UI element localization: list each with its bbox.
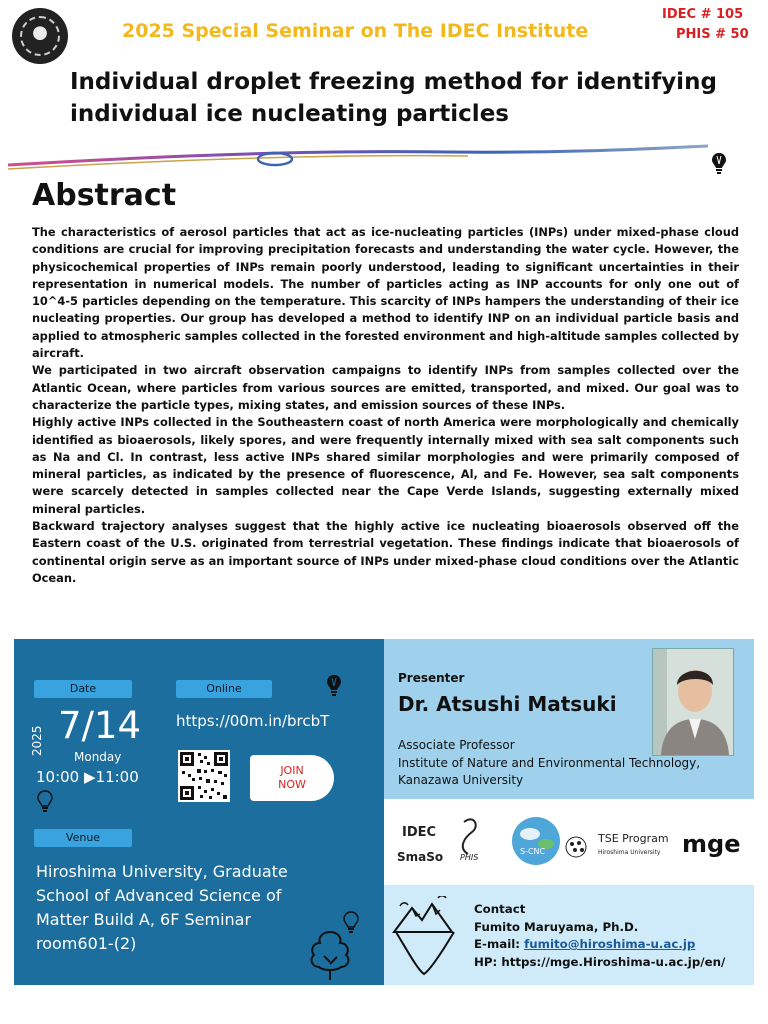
qr-code[interactable]: [178, 750, 230, 802]
presenter-heading: Presenter: [398, 671, 465, 685]
mge-logo: mge: [682, 830, 741, 858]
presenter-name: Dr. Atsushi Matsuki: [398, 692, 617, 716]
partner-logos: [394, 810, 754, 870]
tree-icon: [302, 926, 358, 982]
abstract-paragraph: Backward trajectory analyses suggest that the highly active ice nucleating bioaerosols observed off the Eastern coast of the U.S. originated from terrestrial vegetation. These findings indicate that bioaerosols of continental origin serve as an important source of INPs under mixed-phase cloud conditions over the Atlantic Ocean.: [32, 519, 739, 585]
tse-program-text: TSE Program: [598, 832, 669, 845]
lightbulb-icon: [325, 674, 343, 696]
idec-logo: IDEC: [402, 825, 437, 840]
series-title: 2025 Special Seminar on The IDEC Institute: [122, 20, 589, 42]
lightbulb-icon: [36, 790, 54, 812]
event-weekday: Monday: [74, 750, 122, 764]
phis-logo: [460, 819, 478, 862]
abstract-body: [32, 224, 739, 587]
contact-heading: Contact: [474, 902, 526, 916]
abstract-paragraph: Highly active INPs collected in the Southeastern coast of north America were morphologically and chemically identified as bioaerosols, likely spores, and were frequently internally mixed with sea salt components such as Na and Cl. In contrast, less active INPs shared similar morphologies and were primarily composed of mineral particles, as indicated by the presence of fluorescence, Al, and Fe. However, sea salt components were scarcely detected in samples collected near the Cape Verde Islands, suggesting externally mixed mineral particles.: [32, 415, 739, 516]
join-label-line2: NOW: [278, 778, 306, 791]
smaso-logo: SmaSo: [397, 850, 444, 864]
idec-number: IDEC # 105: [662, 7, 744, 22]
scnc-logo: [512, 817, 560, 865]
tse-program-subtext: Hiroshima University: [598, 849, 661, 856]
affiliation-line: Institute of Nature and Environmental Technology,: [398, 755, 701, 770]
decorative-divider: [8, 140, 708, 180]
event-date: 7/14: [58, 704, 142, 747]
affiliation-line: Associate Professor: [398, 738, 515, 752]
phis-logo-text: PHIS: [460, 853, 479, 862]
join-now-button[interactable]: [250, 755, 334, 801]
online-url-link[interactable]: https://00m.in/brcbT: [176, 712, 330, 730]
talk-title-line1: Individual droplet freezing method for identifying: [70, 69, 717, 95]
phis-number: PHIS # 50: [676, 27, 749, 42]
mountain-icon: [390, 896, 466, 976]
abstract-paragraph: The characteristics of aerosol particles that act as ice-nucleating particles (INPs) under mixed-phase cloud conditions are crucial for improving precipitation forecasts and understanding the water cycle. However, the physicochemical properties of INPs remain poorly understood, leading to significant uncertainties in their representation in numerical models. The number of particles acting as INP accounts for only one out of 10^4-5 particles depending on the temperature. This scarcity of INPs hampers the understanding of their ice nucleating properties. Our group has developed a method to identify INP on an individual particle basis and applied to atmospheric samples collected in the forested environment and high-altitude samples collected by aircraft.: [32, 225, 739, 361]
presenter-affiliation: [398, 737, 738, 790]
contact-name: Fumito Maruyama, Ph.D.: [474, 919, 639, 934]
lightbulb-icon: [710, 152, 728, 174]
join-label-line1: JOIN: [280, 764, 304, 777]
contact-block: [474, 901, 754, 971]
talk-title-line2: individual ice nucleating particles: [70, 101, 509, 127]
event-year: 2025: [30, 725, 44, 756]
abstract-paragraph: We participated in two aircraft observation campaigns to identify INPs from samples collected over the Atlantic Ocean, where particles from various sources are emitted, transported, and mixed. Our goal was to characterize the particle types, mixing states, and emission sources of these INPs.: [32, 363, 739, 412]
date-label: Date: [34, 680, 132, 698]
venue-label: Venue: [34, 829, 132, 847]
email-label: E-mail:: [474, 937, 525, 951]
event-time: 10:00 ▶11:00: [36, 768, 139, 786]
talk-title: [70, 66, 730, 130]
contact-homepage[interactable]: HP: https://mge.Hiroshima-u.ac.jp/en/: [474, 954, 726, 969]
contact-email-row: [474, 936, 754, 954]
affiliation-line: Kanazawa University: [398, 773, 524, 787]
email-link[interactable]: fumito@hiroshima-u.ac.jp: [524, 937, 696, 951]
scnc-logo-text: S-CNC: [520, 847, 546, 856]
tse-program-logo: [566, 832, 669, 857]
online-label: Online: [176, 680, 272, 698]
seminar-logo: [12, 8, 68, 64]
abstract-heading: Abstract: [32, 178, 177, 213]
venue-text: Hiroshima University, Graduate School of Advanced Science of Matter Build A, 6F Seminar room601-(2): [36, 862, 288, 953]
